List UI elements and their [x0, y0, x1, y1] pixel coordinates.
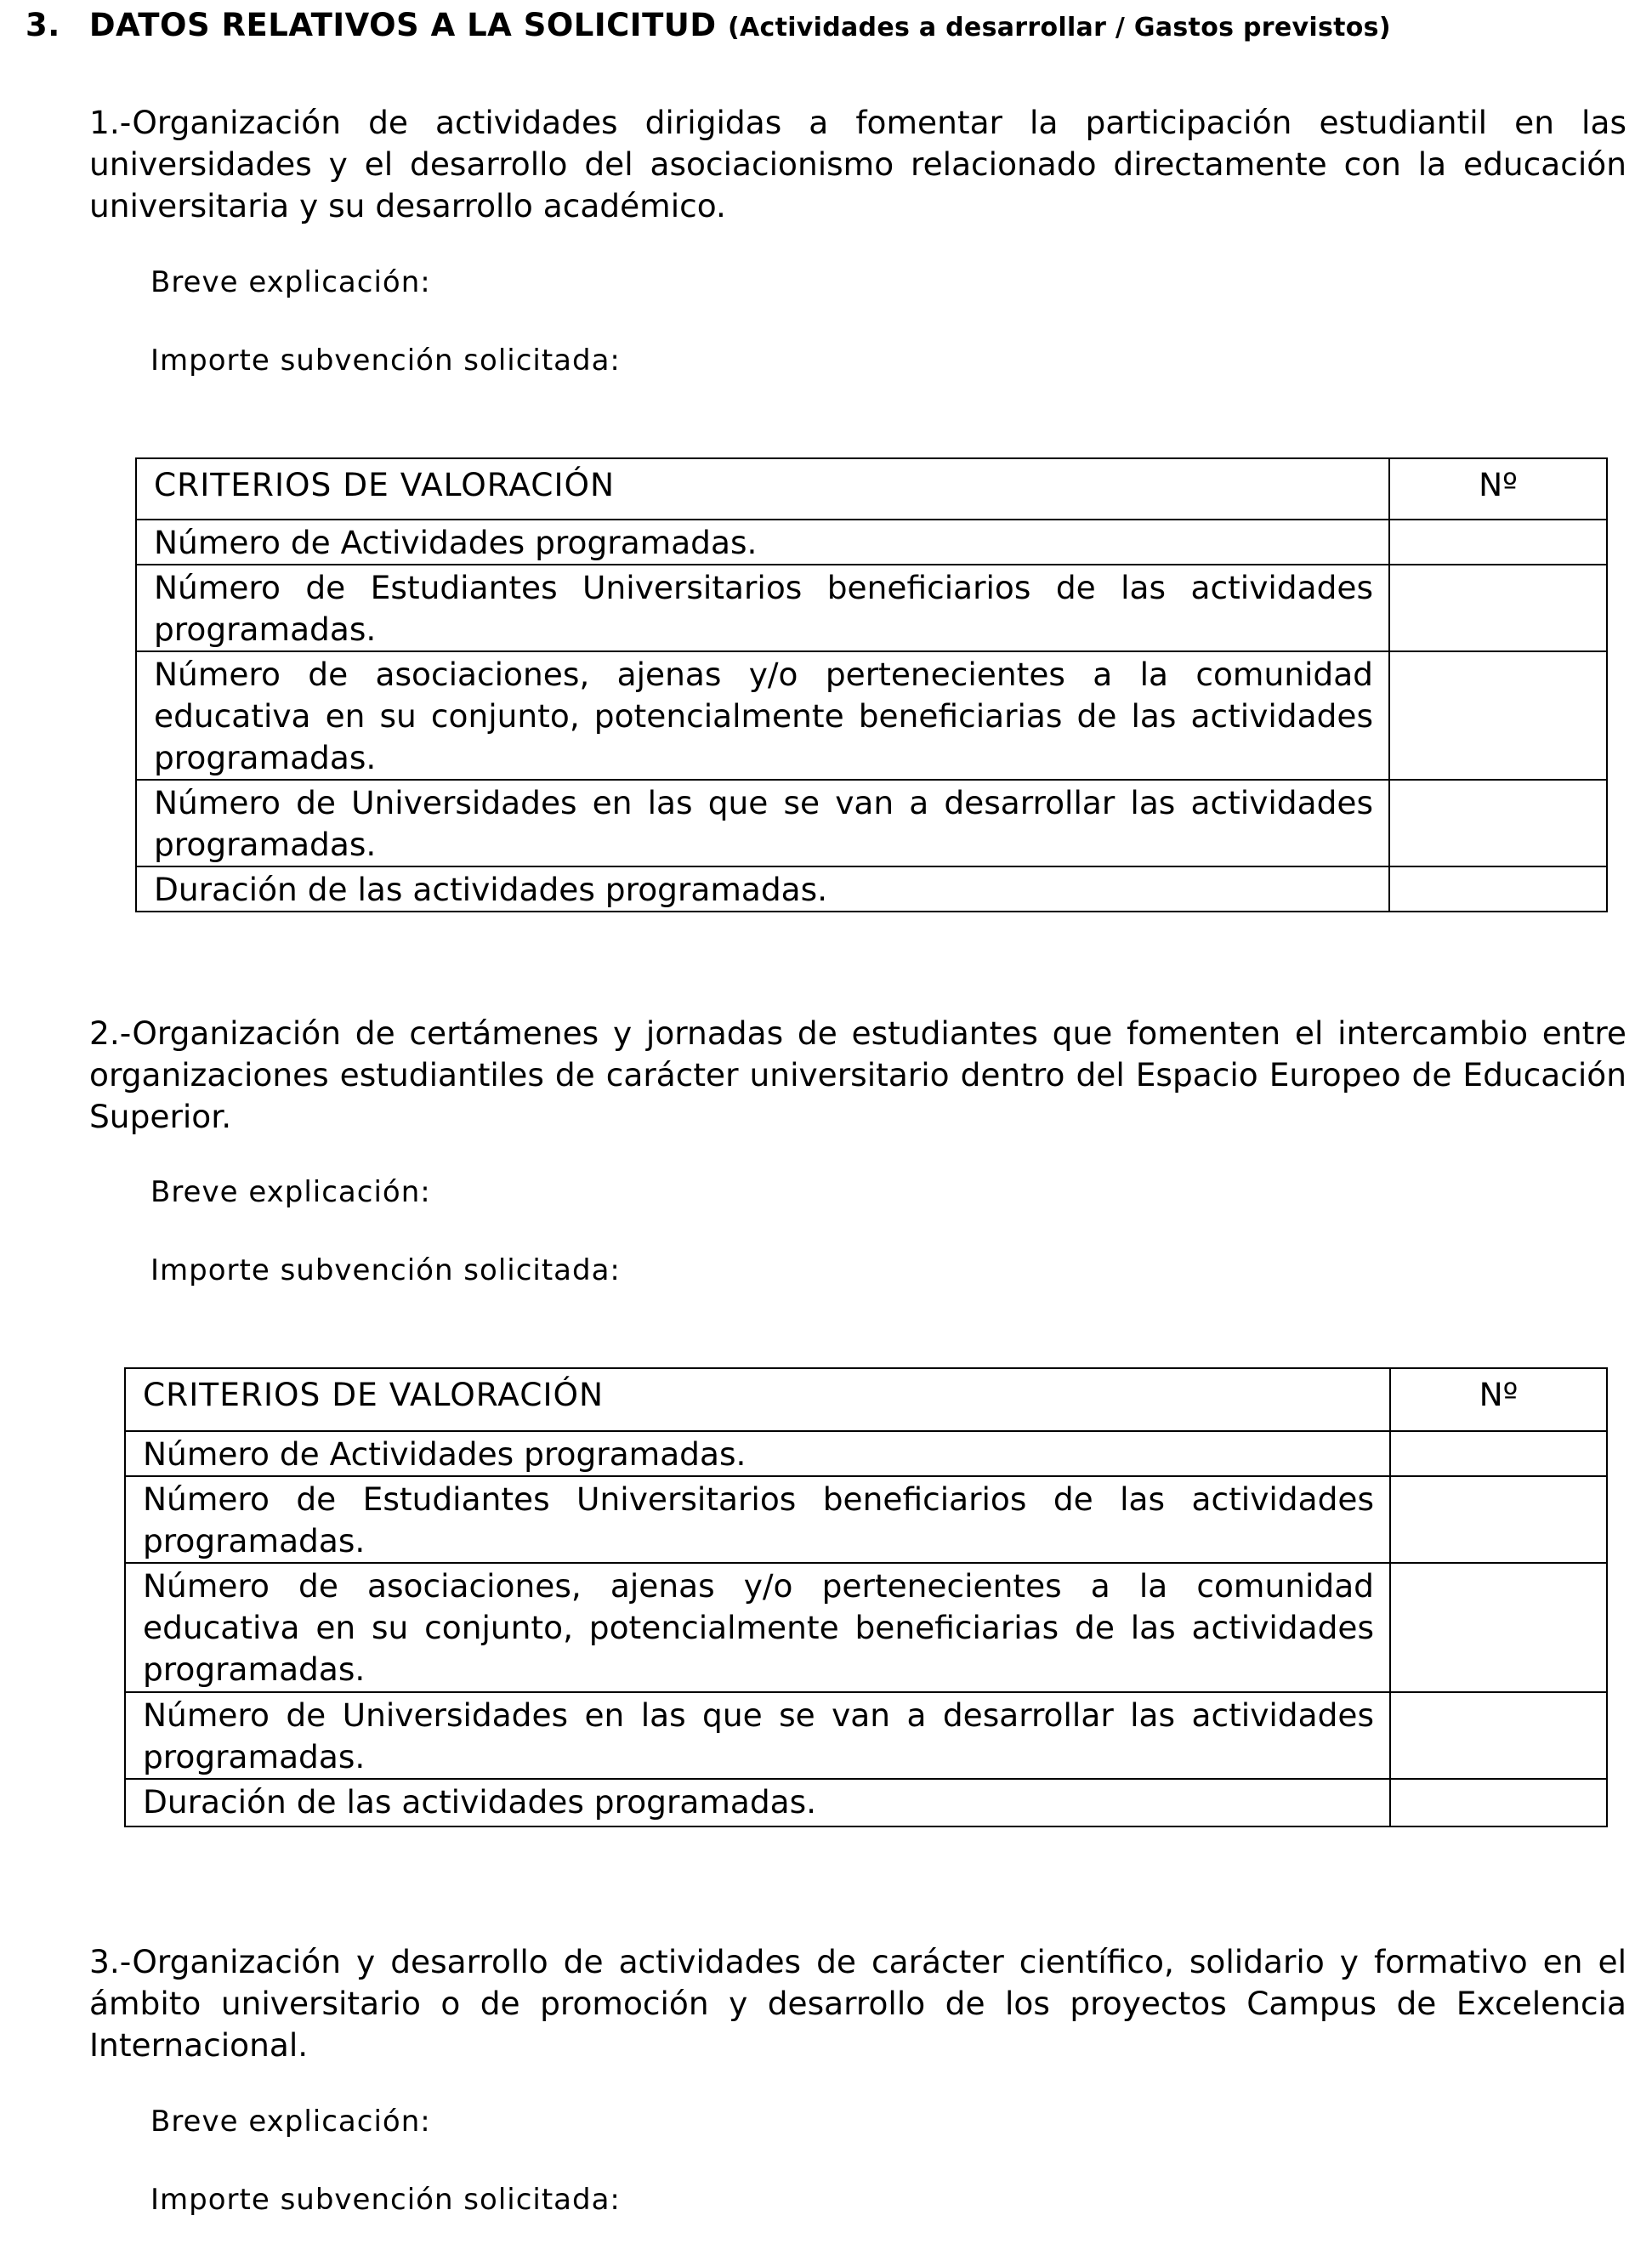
number-header-label: Nº	[1479, 1376, 1519, 1413]
item-2-explanation-label: Breve explicación:	[150, 1175, 431, 1209]
table-row	[125, 1779, 1607, 1826]
item-2-amount-label: Importe subvención solicitada:	[150, 1253, 621, 1287]
table-row	[136, 565, 1607, 651]
item-1-amount-label: Importe subvención solicitada:	[150, 344, 621, 378]
criteria-row-text: Número de asociaciones, ajenas y/o pertenecientes a la comunidad educativa en su conjunto, potencialmente beneficiarias de las actividades programadas.	[154, 656, 1373, 776]
section-number: 3.	[26, 7, 60, 43]
item-1-title: 1.-Organización de actividades dirigidas a fomentar la participación estudiantil en las universidades y el desarrollo del asociacionismo relacionado directamente con la educación universitaria y su desarrollo académico.	[89, 104, 1626, 224]
criteria-row-text: Número de Actividades programadas.	[154, 524, 758, 561]
item-3-amount-label: Importe subvención solicitada:	[150, 2183, 621, 2217]
criteria-row-text: Número de Universidades en las que se van a desarrollar las actividades programadas.	[154, 784, 1373, 863]
number-cell[interactable]	[1389, 651, 1607, 780]
number-cell[interactable]	[1389, 866, 1607, 912]
criteria-row-text: Duración de las actividades programadas.	[143, 1783, 817, 1821]
criteria-table-2	[124, 1367, 1608, 1827]
criteria-row-text: Número de Universidades en las que se van a desarrollar las actividades programadas.	[143, 1696, 1374, 1775]
criteria-header-label: CRITERIOS DE VALORACIÓN	[154, 466, 616, 503]
item-3-title: 3.-Organización y desarrollo de actividades de carácter científico, solidario y formativo en el ámbito universitario o de promoción y desarrollo de los proyectos Campus de Excelencia Internacional.	[89, 1943, 1626, 2064]
number-cell[interactable]	[1390, 1476, 1607, 1563]
criteria-row-text: Duración de las actividades programadas.	[154, 871, 828, 908]
criteria-row-text: Número de Estudiantes Universitarios beneficiarios de las actividades programadas.	[154, 569, 1373, 648]
table-row	[136, 866, 1607, 912]
table-row	[136, 780, 1607, 866]
section-subtitle: (Actividades a desarrollar / Gastos previstos)	[727, 13, 1391, 43]
criteria-table-header	[136, 458, 1607, 520]
table-row	[136, 520, 1607, 565]
number-cell[interactable]	[1389, 780, 1607, 866]
criteria-table-1	[135, 457, 1608, 912]
table-row	[125, 1563, 1607, 1692]
item-1-explanation-label: Breve explicación:	[150, 265, 431, 299]
item-3-explanation-label: Breve explicación:	[150, 2105, 431, 2139]
number-cell[interactable]	[1390, 1563, 1607, 1692]
table-row	[125, 1476, 1607, 1563]
criteria-row-text: Número de asociaciones, ajenas y/o pertenecientes a la comunidad educativa en su conjunto, potencialmente beneficiarias de las actividades programadas.	[143, 1567, 1374, 1688]
number-cell[interactable]	[1390, 1779, 1607, 1826]
number-cell[interactable]	[1389, 520, 1607, 565]
number-cell[interactable]	[1390, 1692, 1607, 1779]
section-title: DATOS RELATIVOS A LA SOLICITUD	[88, 7, 717, 43]
criteria-row-text: Número de Estudiantes Universitarios beneficiarios de las actividades programadas.	[143, 1480, 1374, 1559]
criteria-table-header	[125, 1368, 1607, 1431]
criteria-header-label: CRITERIOS DE VALORACIÓN	[143, 1376, 605, 1413]
number-cell[interactable]	[1390, 1431, 1607, 1476]
table-row	[125, 1692, 1607, 1779]
criteria-row-text: Número de Actividades programadas.	[143, 1435, 747, 1473]
item-2-title: 2.-Organización de certámenes y jornadas de estudiantes que fomenten el intercambio entre organizaciones estudiantiles de carácter universitario dentro del Espacio Europeo de Educación Superior.	[89, 1014, 1626, 1135]
section-heading	[26, 7, 1391, 43]
table-row	[136, 651, 1607, 780]
number-cell[interactable]	[1389, 565, 1607, 651]
table-row	[125, 1431, 1607, 1476]
number-header-label: Nº	[1479, 466, 1518, 503]
